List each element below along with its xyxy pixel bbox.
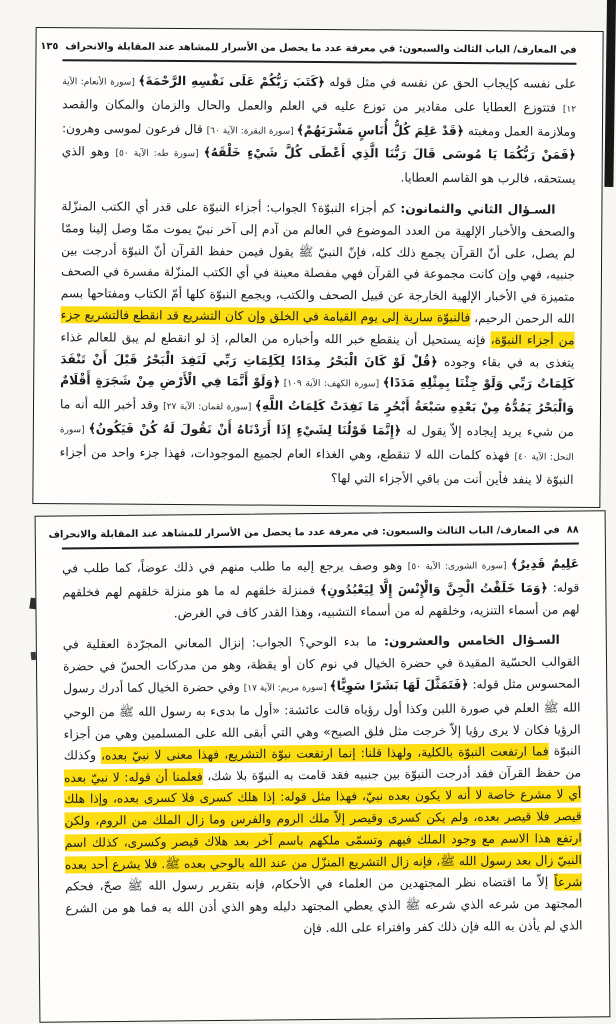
body-text: فتتوزع العطايا على مقادير من توزع عليه في العلم والعمل والحال والزمان والمكان والقصد وملازمة العمل ومغبته: [62, 97, 576, 139]
quran-verse: ﴿وَمَا خَلَقْتُ الْجِنَّ وَالْإِنْسَ إِلَّا لِيَعْبُدُونِ﴾: [320, 580, 548, 597]
page-number: ٨٨: [566, 524, 579, 536]
body-text: فهذه كلمات الله لا تنقطع، وهي الغذاء العام لجميع الموجودات، فهذا جزء واحد من أجزاء النبوّة لا ينفد فأين أنت من باقي الأجزاء التي لها؟: [59, 444, 574, 487]
verse-citation: [سورة النحل: الآية ٤٠]: [59, 425, 574, 463]
page-number: ١٣٥: [40, 41, 59, 53]
question-heading: السـؤال الثاني والثمانون:: [400, 201, 556, 217]
quran-verse: ﴿إِنَّمَا قَوْلُنَا لِشَيْءٍ إِذَا أَرَدْنَاهُ أَنْ نَقُولَ لَهُ كُنْ فَيَكُونُ﴾: [88, 421, 402, 438]
quran-verse: ﴿وَلَوْ أَنَّمَا فِي الْأَرْضِ مِنْ شَجَرَةٍ أَقْلَامٌ وَالْبَحْرُ يَمُدُّهُ مِنْ بَعْدِهِ سَبْعَةُ أَبْحُرٍ مَا نَفِدَتْ كَلِمَاتُ اللَّهِ﴾: [60, 373, 575, 415]
running-title: في المعارف/ الباب الثالث والسبعون: في معرفة عدد ما يحصل من الأسرار للمشاهد عند المقابلة والانحراف: [48, 524, 560, 541]
verse-citation: [سورة الأنعام: الآية ١٢]: [62, 77, 577, 115]
scan-artifact-strip: [604, 0, 616, 187]
quran-verse: عَلِيمٌ قَدِيرٌ﴾: [510, 556, 580, 572]
quran-verse: ﴿فَمَنْ رَبُّكُمَا يَا مُوسَى قَالَ رَبُّنَا الَّذِي أَعْطَى كُلَّ شَيْءٍ خَلْقَهُ﴾: [203, 145, 576, 163]
verse-citation: [سورة البقرة: الآية ٦٠]: [206, 125, 297, 137]
page-header: [36, 511, 605, 540]
body-text: وكذلك من حفظ القرآن فقد أدرجت النبوّة بين جنبيه فقد قامت به النبوّة بلا شك،: [63, 748, 582, 784]
body-text: فإنه يستحيل أن ينقطع خبر الله وأخباره من العالم، إذ لو انقطع لم يبق للعالم غذاء يتغذى به في بقاء وجوده: [60, 329, 575, 370]
quran-verse: ﴿كَتَبَ رَبُّكُمْ عَلَى نَفْسِهِ الرَّحْمَةَ﴾: [138, 73, 325, 90]
highlighted-text: فعلمنا أن قوله: لا نبيّ بعده أي لا مشرع خاصة لا أنه لا يكون بعده نبيّ، فهذا مثل قوله: إذا هلك كسرى فلا كسرى بعده، وإذا هلك قيصر فلا قيصر بعده، ولم يكن كسرى وقيصر إلاّ ملك الروم والفرس وما زال الملك من الروم، ولكن ارتفع هذا الاسم مع وجود الملك فيهم وتسمّى ملكهم باسم آخر بعد هلاك قيصر وكسرى، كذلك اسم النبيّ زال بعد رسول الله ﷺ، فإنه زال التشريع المنزّل من عند الله بالوحي بعده ﷺ. فلا يشرع أحد بعده شرعاً: [64, 769, 583, 889]
verse-citation: [سورة مريم: الآية ١٧]: [243, 682, 330, 694]
quran-verse: ﴿قَدْ عَلِمَ كُلُّ أُنَاسٍ مَشْرَبَهُمْ﴾: [296, 122, 465, 138]
verse-citation: [سورة الشورى: الآية ٥٠]: [407, 561, 512, 573]
page-body: [33, 68, 602, 491]
running-title: في المعارف/ الباب الثالث والسبعون: في معرفة عدد ما يحصل من الأسرار للمشاهد عند المقابلة والانحراف: [65, 41, 577, 56]
page-header: [36, 28, 602, 56]
header-rule: [62, 543, 579, 550]
paragraph: [63, 630, 583, 942]
body-text: قال فرعون لموسى وهرون:: [61, 120, 207, 136]
book-page-88: [35, 510, 611, 1022]
page-body: [36, 551, 609, 942]
header-rule: [62, 59, 576, 65]
body-text: وهو وصف يرجع إليه ما طلب منهم في ذلك عوضاً، كما طلب في قوله:: [62, 558, 580, 595]
quran-verse: ﴿قُلْ لَوْ كَانَ الْبَحْرُ مِدَادًا لِكَلِمَاتِ رَبِّي لَنَفِدَ الْبَحْرُ قَبْلَ أَنْ تَنْفَدَ كَلِمَاتُ رَبِّي وَلَوْ جِئْنَا بِمِثْلِهِ مَدَدًا﴾: [60, 351, 575, 392]
quran-verse: ﴿فَتَمَثَّلَ لَهَا بَشَرًا سَوِيًّا﴾: [329, 677, 469, 693]
paragraph: [62, 70, 577, 191]
verse-citation: [سورة طه: الآية ٥٠]: [115, 148, 204, 160]
book-page-135: [32, 27, 603, 508]
body-text: كم أجزاء النبوّة؟ الجواب: أجزاء النبوّة على قدر أي الكتب المنزّلة والصحف والأخبار الإلهية من العدد الموضوع في العالم من آدم إلى آخر نبيّ يموت ممّا وصل إلينا وممّا لم يصل، على أنّ القرآن يجمع ذلك كله، فإنّ النبيّ ﷺ يقول فيمن حفظ القرآن أنّ النبوّة أدرجت بين جنبيه، فهي وإن كانت مجموعة في القرآن فهي مفصلة معينة في أي الكتب المنزّلة مفسرة في الصحف متميزة في الأخبار الإلهية الخارجة عن قبيل الصحف والكتب، ويجمع النبوّة كلها أمّ الكتاب ومفتاحها بسم الله الرحمن الرحيم،: [60, 199, 576, 326]
body-text: على نفسه كإيجاب الحق عن نفسه في مثل قوله: [324, 75, 577, 91]
body-text: فمنزلة خلقهم له ما هو منزلة خلقهم لهم فخلقهم لهم من أسماء التنزيه، وخلقهم له من أسماء التشبيه، وهذا القدر كاف في الغرض.: [62, 582, 580, 621]
body-text: إلاّ ما اقتضاه نظر المجتهدين من العلماء في الأحكام، فإنه بتقرير رسول الله ﷺ صحّ، فحكم المجتهد من شرعه الذي شرعه ﷺ الذي يعطي المجتهد دليله وهو الذي أذن الله به فما هو من الشرع الذي لم يأذن به الله فإن ذلك كفر وافتراء على الله. فإن: [65, 874, 583, 935]
body-text: ما بدء الوحي؟ الجواب: إنزال المعاني المجرّدة العقلية في القوالب الحسّية المقيدة في حضرة الخيال في نوم كان أو يقظة، وهو من مدركات الحسّ في حضرة المحسوس مثل قوله:: [62, 634, 581, 692]
paragraph: [59, 196, 575, 491]
highlighted-text: فالنبوّة سارية إلى يوم القيامة في الخلق وإن كان التشريع قد انقطع فالتشريع جزء من أجزاء النبوّة،: [60, 308, 575, 348]
paragraph: [62, 554, 580, 626]
body-text: وفي حضرة الخيال كما أدرك رسول الله ﷺ العلم في صورة اللبن وكذا أول رؤياه قالت عائشة: «أول ما بدىء به رسول الله ﷺ من الوحي الرؤيا فكان لا يرى رؤيا إلاّ خرجت مثل فلق الصبح» وهي التي أبقى الله على المسلمين وهي من أجزاء النبوّة: [63, 679, 581, 759]
body-text: وقد أخبر الله أنه ما من شيء يريد إيجاده إلاّ يقول له: [59, 397, 574, 439]
body-text: وهو الذي يستحقه، فالرب هو القاسم العطايا.: [61, 144, 576, 186]
verse-citation: [سورة لقمان: الآية ٢٧]: [163, 402, 255, 413]
question-heading: السـؤال الخامس والعشرون:: [383, 633, 560, 649]
verse-citation: [سورة الكهف: الآية ١٠٩]: [280, 379, 383, 390]
highlighted-text: فما ارتفعت النبوّة بالكلية، ولهذا قلنا: إنما ارتفعت نبوّة التشريع، فهذا معنى لا نبيّ بعده،: [100, 744, 549, 763]
